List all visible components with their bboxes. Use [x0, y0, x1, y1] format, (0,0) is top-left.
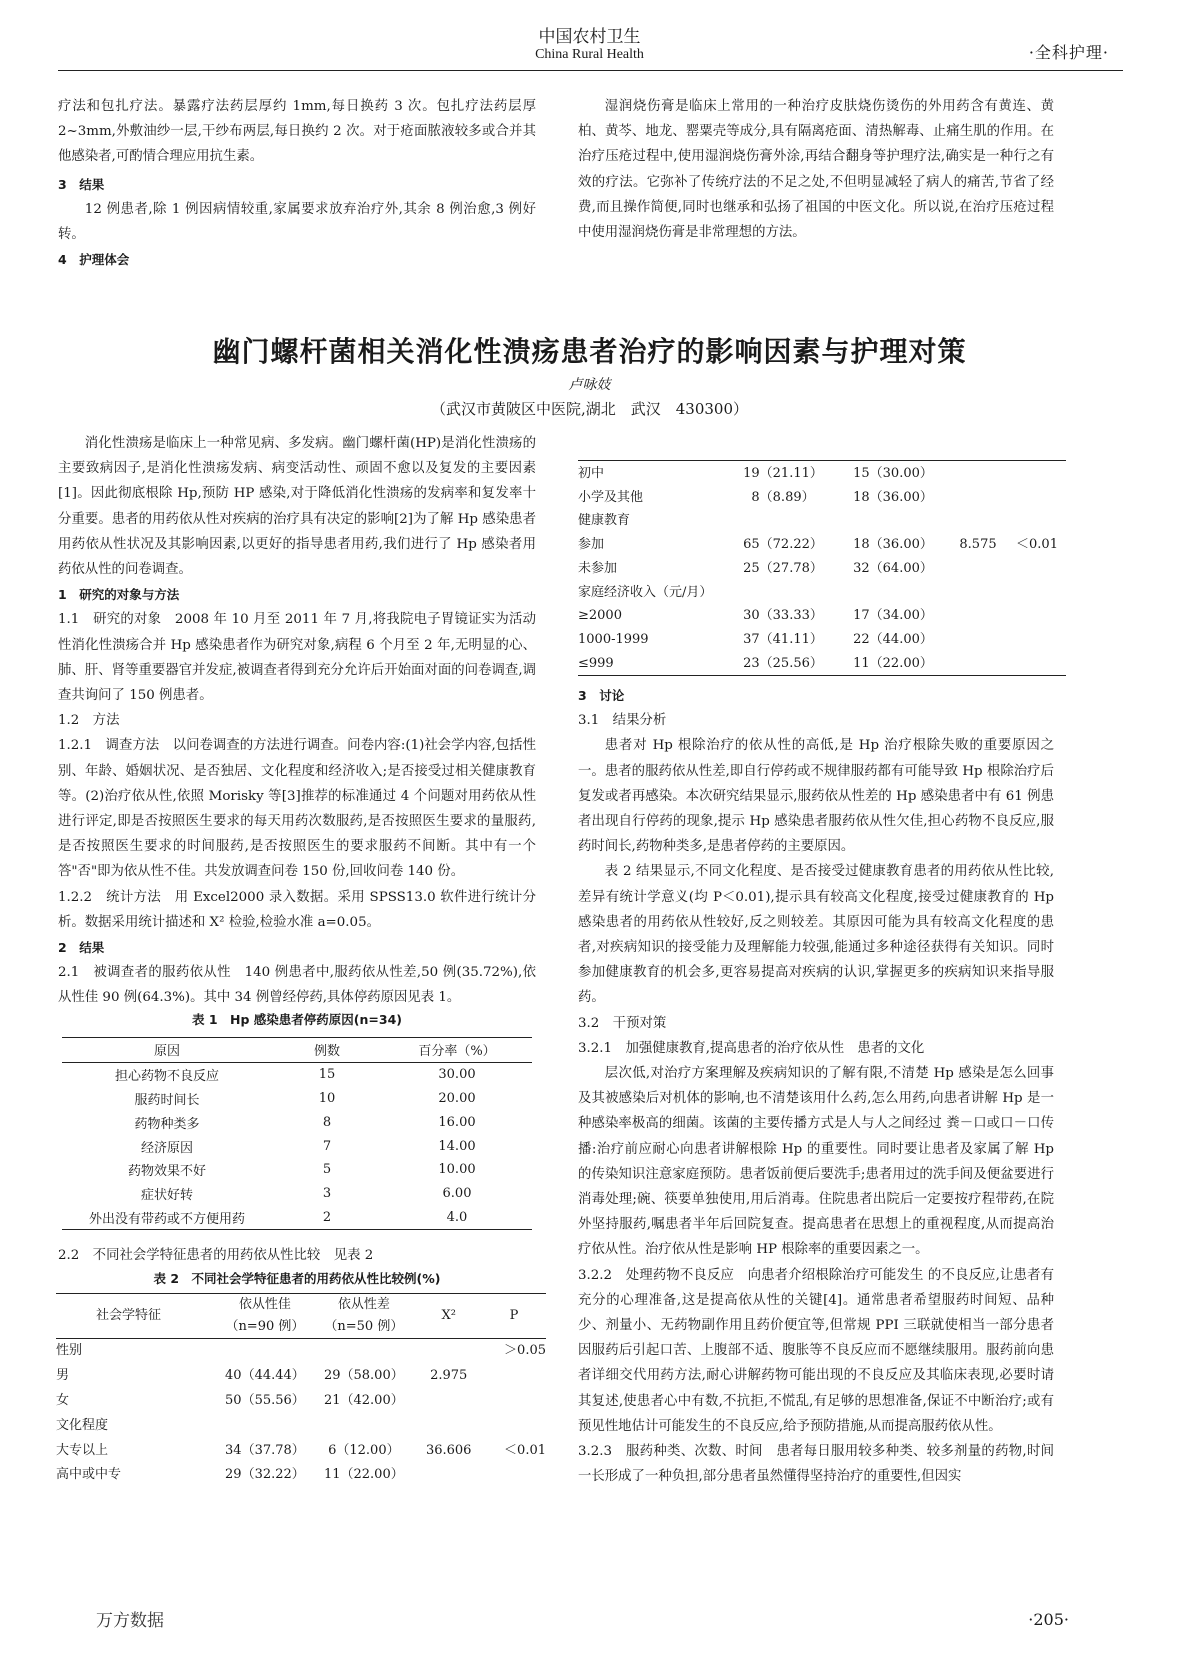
table2-header-label: 依从性差: [337, 1297, 390, 1312]
table-cell: [948, 509, 1008, 533]
table-cell: [312, 1413, 415, 1438]
table-row: [62, 1087, 532, 1111]
table-cell: 21（42.00）: [323, 1392, 404, 1408]
table-cell: 15（30.00）: [853, 466, 933, 481]
discussion-paragraph-2: 表 2 结果显示,不同文化程度、是否接受过健康教育患者的用药依从性比较,差异有统计学意义(均 P＜0.01),提示具有较高文化程度,接受过健康教育的 Hp 感染患者的用药依从性较好,反之则较差。其原因可能为具有较高文化程度的患者,对疾病知识的接受能力及理解能力较强,能通过多种途径获得有关知识。同时参加健康教育的机会多,更容易提高对疾病的认识,掌握更多的疾病知识来指导服药。: [578, 864, 1054, 1006]
table2-subheader: （n=90 例）: [225, 1319, 305, 1334]
table-cell: 65（72.22）: [743, 537, 823, 553]
table-cell: ＜0.01: [504, 1442, 546, 1458]
table-row: [578, 486, 1066, 510]
table2-continuation-rule: [578, 460, 1066, 461]
table-cell: 29（32.22）: [225, 1467, 305, 1483]
table-cell: [1008, 604, 1066, 628]
table-cell: 18（36.00）: [853, 537, 933, 553]
table-cell: ＜0.01: [1016, 537, 1058, 553]
table-cell: 11（22.00）: [323, 1467, 404, 1483]
table-cell: [1008, 557, 1066, 581]
top-left-column: [58, 94, 536, 272]
top-right-paragraph: 湿润烧伤膏是临床上常用的一种治疗皮肤烧伤烫伤的外用药含有黄连、黄柏、黄芩、地龙、罂粟壳等成分,具有隔离疮面、清热解毒、止痛生肌的作用。在治疗压疮过程中,使用湿润烧伤膏外涂,再结合翻身等护理疗法,确实是一种行之有效的疗法。它弥补了传统疗法的不足之处,不但明显减轻了病人的痛苦,节省了经费,而且操作简便,同时也继承和弘扬了祖国的中医文化。所以说,在治疗压疮过程中使用湿润烧伤膏是非常理想的方法。: [578, 99, 1054, 241]
table-cell: 经济原因: [140, 1140, 193, 1156]
intro-paragraph: 消化性溃疡是临床上一种常见病、多发病。幽门螺杆菌(HP)是消化性溃疡的主要致病因子,是消化性溃疡发病、病变活动性、顽固不愈以及复发的主要因素[1]。因此彻底根除 Hp,预防 HP 感染,对于降低消化性溃疡的发病率和复发率十分重要。患者的用药依从性对疾病的治疗具有决定的影响[2]为了解 Hp 感染患者用药依从性状况及其影响因素,以更好的指导患者用药,我们进行了 Hp 感染者用药依从性的问卷调查。: [58, 436, 536, 578]
table-cell: 6（12.00）: [328, 1442, 400, 1458]
journal-title-en: China Rural Health: [535, 47, 644, 62]
subsection-3-2-2: 3.2.2 处理药物不良反应 向患者介绍根除治疗可能发生 的不良反应,让患者有充分的心理准备,这是提高依从性的关键[4]。通常患者希望服药时间短、品种少、剂量小、无药物副作用且药价便宜等,但常规 PPI 三联就使相当一部分患者因服药后引起口苦、上腹部不适、腹胀等不良反应而不愿继续服用。服药前向患者详细交代用药方法,耐心讲解药物可能出现的不良反应及其临床表现,必要时请其复述,使患者心中有数,不抗拒,不慌乱,有足够的思想准备,保证不中断治疗;或有预见性地估计可能发生的不良反应,给予预防措施,从而提高服药依从性。: [578, 1267, 1054, 1434]
subsection-3-1: 3.1 结果分析: [578, 713, 667, 729]
table-cell: 50（55.56）: [225, 1392, 305, 1408]
table2-caption: 表 2 不同社会学特征患者的用药依从性比较例(%): [153, 1271, 441, 1286]
article-title: 幽门螺杆菌相关消化性溃疡患者治疗的影响因素与护理对策: [212, 335, 967, 368]
table-cell: [482, 1364, 546, 1389]
table-cell: 23（25.56）: [728, 652, 838, 676]
table-cell: [1008, 509, 1066, 533]
table-cell: 外出没有带药或不方便用药: [62, 1206, 272, 1230]
table-cell: [948, 462, 1008, 486]
table2-header-label: 依从性佳: [238, 1297, 291, 1312]
table2-header: 社会学特征: [56, 1294, 218, 1339]
heading-discussion: 3 讨论: [578, 688, 625, 703]
table-cell: [482, 1463, 546, 1488]
table-row: [578, 604, 1066, 628]
table-cell: [482, 1413, 546, 1438]
table-row: [578, 533, 1066, 557]
table-cell: 10.00: [438, 1162, 476, 1178]
table-cell: 36.606: [425, 1442, 472, 1458]
table-row: [62, 1158, 532, 1182]
table-cell: 3: [322, 1186, 332, 1202]
table-row: [56, 1389, 546, 1414]
subsection-3-2: 3.2 干预对策: [578, 1015, 667, 1031]
table-cell: 健康教育: [578, 513, 631, 529]
table-cell: [948, 652, 1008, 676]
table-cell: 15: [318, 1067, 336, 1083]
table-cell: 小学及其他: [578, 489, 644, 505]
table-cell: 32（64.00）: [853, 560, 933, 576]
heading-methods: 1 研究的对象与方法: [58, 587, 180, 603]
subsection-2-1: 2.1 被调查者的服药依从性 140 例患者中,服药依从性差,50 例(35.72%),依从性佳 90 例(64.3%)。其中 34 例曾经停药,具体停药原因见表 1。: [58, 965, 536, 1006]
table-cell: [838, 509, 948, 533]
table-cell: [948, 581, 1008, 605]
table-cell: ＞0.05: [504, 1343, 546, 1359]
table-cell: [948, 486, 1008, 510]
table1-header: 百分率（%）: [382, 1038, 532, 1063]
table-cell: 30（33.33）: [743, 608, 823, 624]
table-cell: 22（44.00）: [853, 631, 933, 647]
subsection-1-1: 1.1 研究的对象 2008 年 10 月至 2011 年 7 月,将我院电子胃镜证实为活动性消化性溃疡合并 Hp 感染患者作为研究对象,病程 6 个月至 2 年,无明显的心、肺、肝、肾等重要器官并发症,被调查者得到充分允许后开始面对面的问卷调查,调查共询问了 150 例患者。: [58, 612, 536, 704]
journal-title-cn: 中国农村卫生: [538, 27, 641, 47]
table-row: [578, 581, 1066, 605]
subsection-1-2-1: 1.2.1 调查方法 以问卷调查的方法进行调查。问卷内容:(1)社会学内容,包括性别、年龄、婚姻状况、是否独居、文化程度和经济收入;是否接受过相关健康教育等。(2)治疗依从性,依照 Morisky 等[3]推荐的标准通过 4 个问题对用药依从性进行评定,即是否按照医生要求的每天用药次数服药,是否按照医生要求的量服药,是否按照医生要求的时间服药,是否按照医生的要求服药不间断。其中有一个答"否"即为依从性不佳。共发放调查问卷 150 份,回收问卷 140 份。: [58, 738, 536, 880]
table-cell: 未参加: [578, 560, 618, 576]
table-cell: 性别: [56, 1343, 83, 1359]
table-cell: 6.00: [442, 1186, 472, 1202]
table-cell: 8: [322, 1114, 332, 1130]
subsection-1-2-2: 1.2.2 统计方法 用 Excel2000 录入数据。采用 SPSS13.0 软件进行统计分析。数据采用统计描述和 X² 检验,检验水准 a=0.05。: [58, 889, 536, 930]
table-row: [56, 1463, 546, 1488]
table-row: [578, 652, 1066, 676]
section-heading-nursing: 4 护理体会: [58, 252, 130, 268]
table-cell: [415, 1463, 481, 1488]
table-row: [578, 557, 1066, 581]
top-right-column: [578, 94, 1054, 245]
table1: [62, 1037, 532, 1230]
table-cell: 文化程度: [56, 1417, 109, 1433]
table1-header: 例数: [272, 1038, 382, 1063]
table-row: [578, 509, 1066, 533]
page-number: ·205·: [1028, 1610, 1069, 1629]
table-cell: 药物效果不好: [127, 1164, 206, 1180]
table-cell: ≤999: [578, 652, 728, 676]
table2-right: [578, 462, 1066, 676]
right-column: [578, 683, 1054, 1490]
table-cell: 18（36.00）: [853, 489, 933, 505]
table-cell: 11（22.00）: [838, 652, 948, 676]
table2-header: [218, 1294, 313, 1339]
table-cell: 2.975: [430, 1368, 468, 1384]
table-cell: 5: [322, 1162, 332, 1178]
table-row: [62, 1110, 532, 1134]
subsection-3-2-1: 3.2.1 加强健康教育,提高患者的治疗依从性 患者的文化: [578, 1040, 925, 1056]
table-cell: [482, 1389, 546, 1414]
table-cell: 高中或中专: [56, 1467, 122, 1483]
header-rule: [58, 70, 1123, 71]
table-row: [56, 1339, 546, 1364]
table-cell: 40（44.44）: [225, 1368, 305, 1384]
table-row: [62, 1182, 532, 1206]
table-cell: [1008, 652, 1066, 676]
article-author: 卢咏妓: [568, 377, 611, 393]
discussion-paragraph-1: 患者对 Hp 根除治疗的依从性的高低,是 Hp 治疗根除失败的重要原因之一。患者的服药依从性差,即自行停药或不规律服药都有可能导致 Hp 根除治疗后复发或者再感染。本次研究结果显示,服药依从性差的 Hp 感染患者中有 61 例患者出现自行停药的现象,提示 Hp 感染患者服药依从性欠佳,担心药物不良反应,服药时间长,药物种类多,是患者停药的主要原因。: [578, 738, 1054, 855]
subsection-3-2-3: 3.2.3 服药种类、次数、时间 患者每日服用较多种类、较多剂量的药物,时间一长形成了一种负担,部分患者虽然懂得坚持治疗的重要性,但因实: [578, 1444, 1054, 1485]
table-cell: 1000-1999: [578, 631, 649, 647]
table-row: [56, 1364, 546, 1389]
table-cell: [728, 509, 838, 533]
table-cell: 服药时间长: [134, 1092, 200, 1108]
table-cell: 16.00: [438, 1114, 476, 1130]
table2-header: X²: [415, 1294, 481, 1339]
table-cell: 初中: [578, 466, 605, 481]
results-paragraph: 12 例患者,除 1 例因病情较重,家属要求放弃治疗外,其余 8 例治愈,3 例好转。: [58, 201, 536, 243]
table-cell: [312, 1339, 415, 1364]
table-cell: 8（8.89）: [751, 489, 815, 505]
table-cell: 症状好转: [140, 1188, 193, 1204]
watermark-text: 万方数据: [96, 1611, 164, 1631]
table-row: [62, 1206, 532, 1230]
table-cell: [218, 1339, 313, 1364]
table-cell: [415, 1339, 481, 1364]
table-row: [578, 628, 1066, 652]
table-cell: 2: [272, 1206, 382, 1230]
table-cell: 14.00: [438, 1138, 476, 1154]
table-cell: 19（21.11）: [743, 466, 823, 481]
subsection-2-2: 2.2 不同社会学特征患者的用药依从性比较 见表 2: [58, 1248, 374, 1263]
table2-header: P: [482, 1294, 546, 1339]
table-cell: [1008, 462, 1066, 486]
table-row: [56, 1413, 546, 1438]
table2-header: [312, 1294, 415, 1339]
table-cell: [218, 1413, 313, 1438]
table-cell: 药物种类多: [134, 1116, 200, 1132]
table1-caption: 表 1 Hp 感染患者停药原因(n=34): [191, 1012, 402, 1027]
table-cell: 8.575: [959, 537, 997, 553]
table-cell: 7: [322, 1138, 332, 1154]
table-cell: [838, 581, 948, 605]
table-cell: 37（41.11）: [743, 631, 823, 647]
article-affiliation: （武汉市黄陂区中医院,湖北 武汉 430300）: [430, 400, 749, 418]
table-cell: 女: [56, 1392, 70, 1408]
table-cell: 29（58.00）: [323, 1368, 404, 1384]
table-cell: 担心药物不良反应: [114, 1069, 219, 1085]
subsection-1-2: 1.2 方法: [58, 713, 120, 729]
table2-left: [56, 1293, 546, 1488]
table-cell: 25（27.78）: [743, 560, 823, 576]
table-row: [62, 1062, 532, 1086]
table-cell: [1008, 486, 1066, 510]
table2-subheader: （n=50 例）: [324, 1319, 404, 1334]
table-cell: [1008, 628, 1066, 652]
table-cell: 34（37.78）: [225, 1442, 305, 1458]
table-cell: [415, 1389, 481, 1414]
left-column: [58, 431, 536, 1011]
table-cell: 20.00: [438, 1090, 476, 1106]
table-cell: [948, 557, 1008, 581]
table-cell: [948, 604, 1008, 628]
table-cell: 30.00: [438, 1067, 476, 1083]
table-cell: 17（34.00）: [853, 608, 933, 624]
table-cell: 参加: [578, 537, 605, 553]
discussion-paragraph-3: 层次低,对治疗方案理解及疾病知识的了解有限,不清楚 Hp 感染是怎么回事及其被感染后对机体的影响,也不清楚该用什么药,怎么用药,向患者讲解 Hp 是一种感染率极高的细菌。该菌的主要传播方式是人与人之间经过 粪－口或口－口传播:治疗前应耐心向患者讲解根除 Hp 的重要性。同时要让患者及家属了解 Hp 的传染知识注意家庭预防。患者饭前便后要洗手;患者用过的洗手间及便盆要进行消毒处理;碗、筷要单独使用,用后消毒。住院患者出院后一定要按疗程带药,在院外坚持服药,嘱患者半年后回院复查。提高患者在思想上的重视程度,从而提高治疗依从性。治疗依从性是影响 HP 根除率的重要因素之一。: [578, 1066, 1054, 1258]
section-heading-results: 3 结果: [58, 176, 105, 192]
table-cell: 男: [56, 1368, 70, 1384]
table-cell: ≥2000: [578, 608, 622, 624]
table-row: [56, 1438, 546, 1463]
table-cell: 家庭经济收入（元/月）: [578, 584, 713, 600]
table-cell: [1008, 581, 1066, 605]
table-cell: 10: [318, 1090, 336, 1106]
top-left-paragraph: 疗法和包扎疗法。暴露疗法药层厚约 1mm,每日换药 3 次。包扎疗法药层厚 2~3mm,外敷油纱一层,干纱布两层,每日换约 2 次。对于疮面脓液较多或合并其他感染者,可酌情合理应用抗生素。: [58, 99, 536, 165]
section-tag: ·全科护理·: [1028, 43, 1109, 62]
table-cell: 大专以上: [56, 1442, 109, 1458]
table-cell: 4.0: [382, 1206, 532, 1230]
table1-header: 原因: [62, 1038, 272, 1063]
table-cell: [415, 1413, 481, 1438]
heading-results: 2 结果: [58, 940, 105, 956]
table-row: [62, 1134, 532, 1158]
table-row: [578, 462, 1066, 486]
table-cell: [948, 628, 1008, 652]
